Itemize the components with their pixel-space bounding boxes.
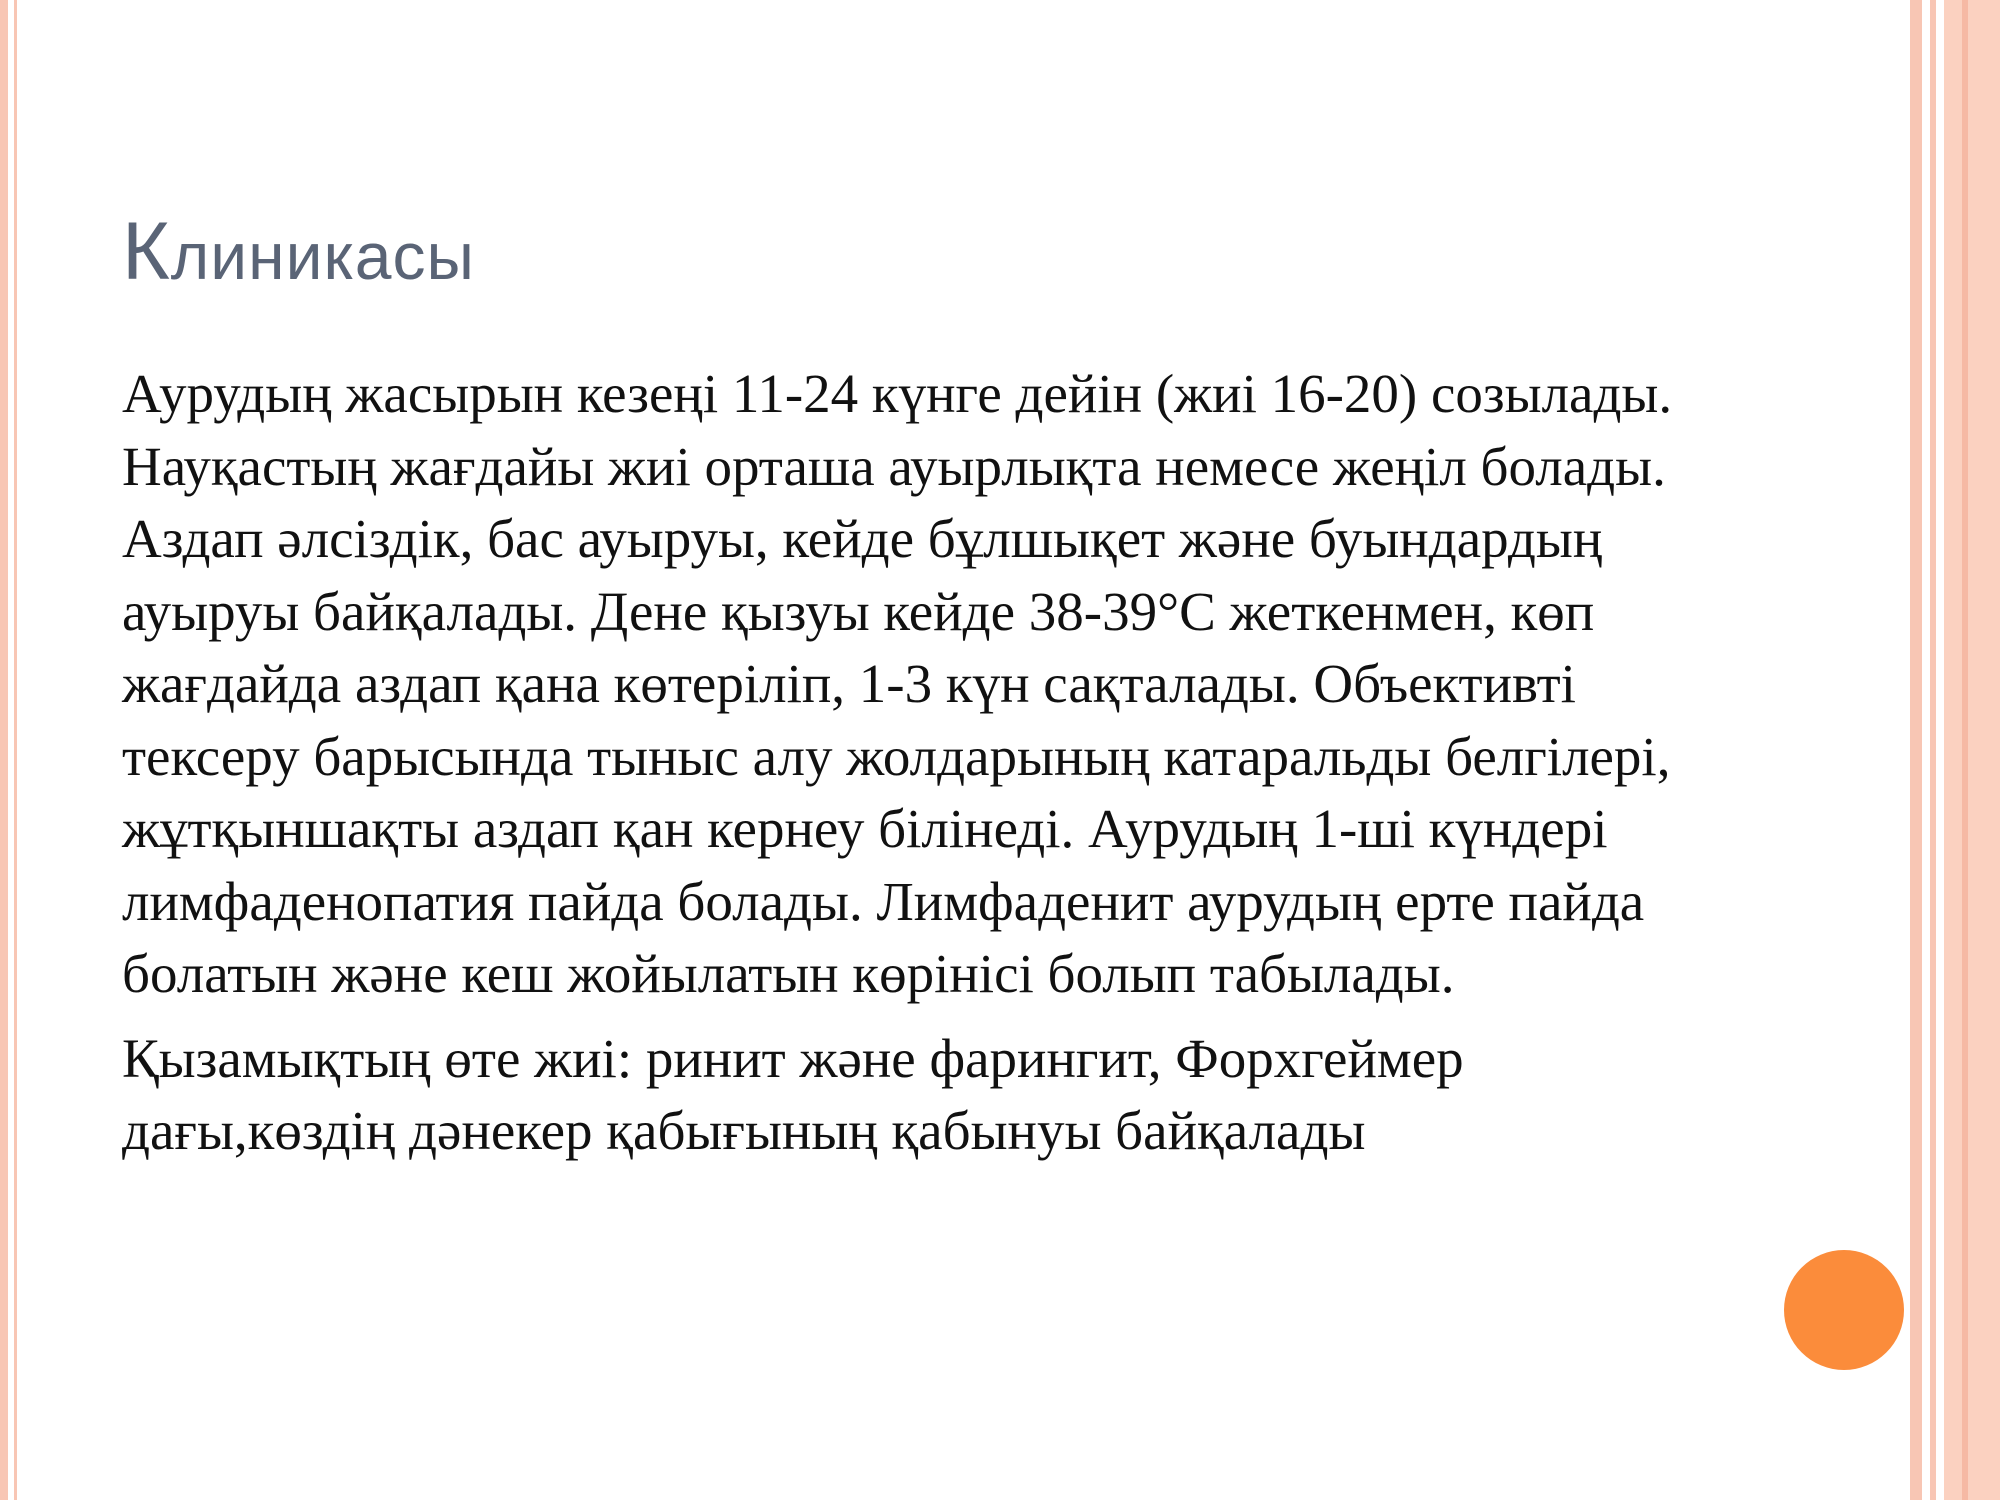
right-frame-stripe (1910, 0, 1922, 1500)
slide-title-initial: К (122, 206, 171, 297)
right-frame-inner-stripe (1962, 0, 1968, 1500)
right-frame-thin-stripe (1930, 0, 1936, 1500)
slide-title (122, 205, 475, 299)
right-frame-band (1944, 0, 2000, 1500)
body-paragraph-1: Аурудың жасырын кезеңі 11-24 күнге дейін (жиі 16-20) созылады. Науқастың жағдайы жиі орташа ауырлықта немесе жеңіл болады. Аздап әлсіздік, бас ауыруы, кейде бұлшықет және буындардың ауыруы байқалады. Дене қызуы кейде 38-39°С жеткенмен, көп жағдайда аздап қана көтеріліп, 1-3 күн сақталады. Объективті тексеру барысында тыныс алу жолдарының катаральды белгілері, жұтқыншақты аздап қан кернеу білінеді. Аурудың 1-ші күндері лимфаденопатия пайда болады. Лимфаденит аурудың ерте пайда болатын және кеш жойылатын көрінісі болып табылады. (122, 363, 1673, 1004)
left-frame-stripe (0, 0, 8, 1500)
left-frame-thin-stripe (14, 0, 17, 1500)
decorative-circle (1784, 1250, 1904, 1370)
slide-title-rest: линикасы (170, 219, 475, 293)
slide-body (122, 358, 1742, 1168)
body-paragraph-2: Қызамықтың өте жиі: ринит және фарингит, Форхгеймер дағы,көздің дәнекер қабығының қабынуы байқалады (122, 1027, 1464, 1161)
